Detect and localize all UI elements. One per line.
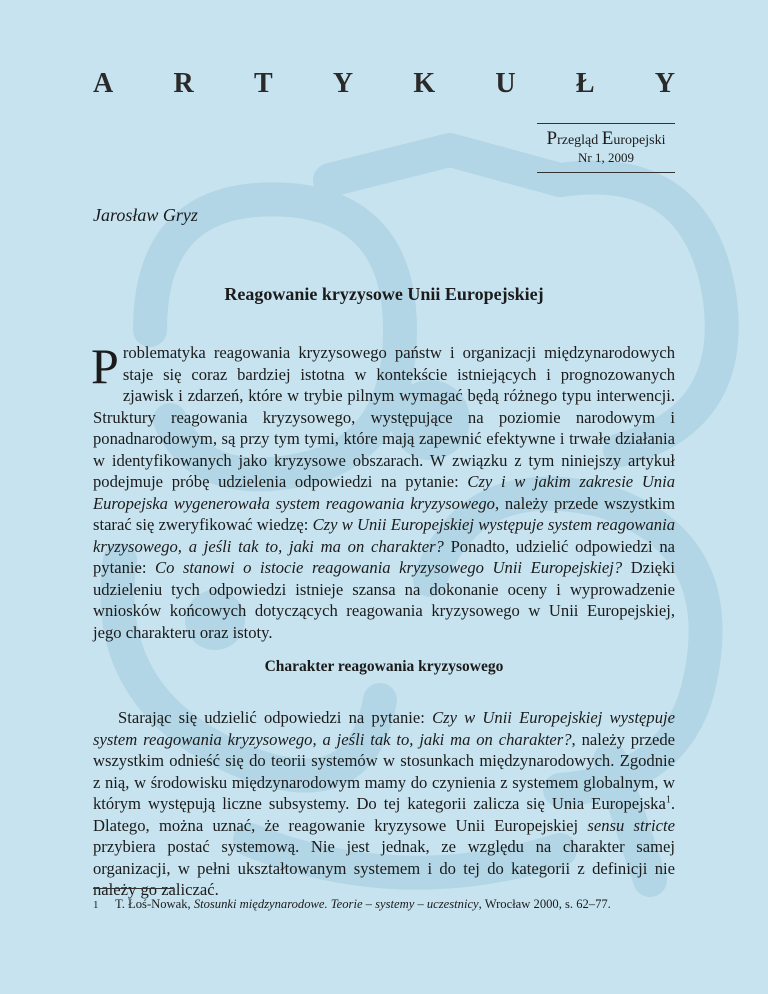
text-run: . Dlatego, można uznać, że reagowanie kryzysowe Unii Europejskiej: [93, 794, 675, 835]
drop-cap: P: [91, 338, 119, 394]
italic-question: Czy w Unii Europejskiej występuje system reagowania kryzysowego, a jeśli tak to, jaki ma on charakter?: [93, 515, 675, 556]
text-run: Starając się udzielić odpowiedzi na pytanie:: [118, 708, 433, 727]
journal-issue: Nr 1, 2009: [578, 150, 634, 165]
footnote-divider: [93, 888, 173, 889]
text-run: roblematyka reagowania kryzysowego państw i organizacji międzynarodowych staje się coraz bardziej istotna w kontekście istniejących i prognozowanych zjawisk i zdarzeń, które w trybie pilnym wymagać będą różnego typu interwencji. Struktury reagowania kryzysowego, występujące na poziomie narodowym i ponadnarodowym, są przy tym tymi, które mają zapewnić efektywne i trwałe działania w identyfikowanych jako kryzysowe obszarach. W związku z tym niniejszy artykuł podejmuje próbę udzielenia odpowiedzi na pytanie:: [93, 343, 675, 491]
paragraph-section: [93, 707, 675, 901]
article-title: Reagowanie kryzysowe Unii Europejskiej: [224, 284, 544, 304]
header-letter: Ł: [575, 68, 595, 99]
header-letter: A: [93, 68, 114, 99]
journal-name-part: rzegląd: [557, 133, 602, 148]
footnote-text: , Wrocław 2000, s. 62–77.: [478, 897, 611, 911]
journal-name-part: uropejski: [613, 133, 666, 148]
section-subheading: Charakter reagowania kryzysowego: [264, 658, 504, 675]
article-author: Jarosław Gryz: [93, 205, 198, 225]
text-run: , należy przede wszystkim odnieść się do teorii systemów w stosunkach międzynarodowych. Zgodnie z nią, w środowisku międzynarodowym mamy do czynienia z systemem globalnym, w którym występują liczne subsystemy. Do tej kategorii zalicza się Unia Europejska: [93, 729, 675, 813]
header-letter: T: [253, 68, 273, 99]
footnote: [93, 897, 693, 912]
section-header-letters: [93, 68, 675, 100]
footnote-text: T. Łoś-Nowak,: [115, 897, 194, 911]
header-letter: R: [173, 68, 194, 99]
header-letter: Y: [654, 68, 675, 99]
text-run: Dzięki udzieleniu tych odpowiedzi istnieje szansa na dokonanie oceny i wyprowadzenie wniosków końcowych dotyczących reagowania kryzysowego w Unii Europejskiej, jego charakteru oraz istoty.: [93, 558, 675, 642]
footnote-ref[interactable]: 1: [665, 794, 671, 806]
journal-name: [537, 128, 675, 149]
header-letter: U: [495, 68, 516, 99]
paragraph-intro: [91, 338, 676, 643]
italic-question: Co stanowi o istocie reagowania kryzysowego Unii Europejskiej?: [155, 558, 623, 577]
header-letter: K: [413, 68, 436, 99]
journal-initial: E: [601, 128, 614, 149]
text-run: przybiera postać systemową. Nie jest jednak, ze względu na charakter samej organizacji, w pełni ukształtowanym systemem i do tej do kategorii z definicji nie należy go zaliczać.: [93, 837, 675, 899]
text-run: Ponadto, udzielić odpowiedzi na pytanie:: [93, 536, 675, 577]
footnote-number: 1: [93, 899, 99, 911]
italic-term: sensu stricte: [587, 815, 675, 835]
italic-question: Czy w Unii Europejskiej występuje system reagowania kryzysowego, a jeśli tak to, jaki ma on charakter?: [93, 708, 675, 749]
journal-info: [537, 123, 675, 173]
italic-question: Czy i w jakim zakresie Unia Europejska wygenerowała system reagowania kryzysowego: [93, 472, 676, 513]
footnote-title: Stosunki międzynarodowe. Teorie – systemy – uczestnicy: [193, 897, 479, 911]
journal-initial: P: [546, 128, 558, 149]
text-run: , należy przede wszystkim starać się zweryfikować wiedzę:: [93, 493, 675, 534]
header-letter: Y: [332, 68, 354, 99]
